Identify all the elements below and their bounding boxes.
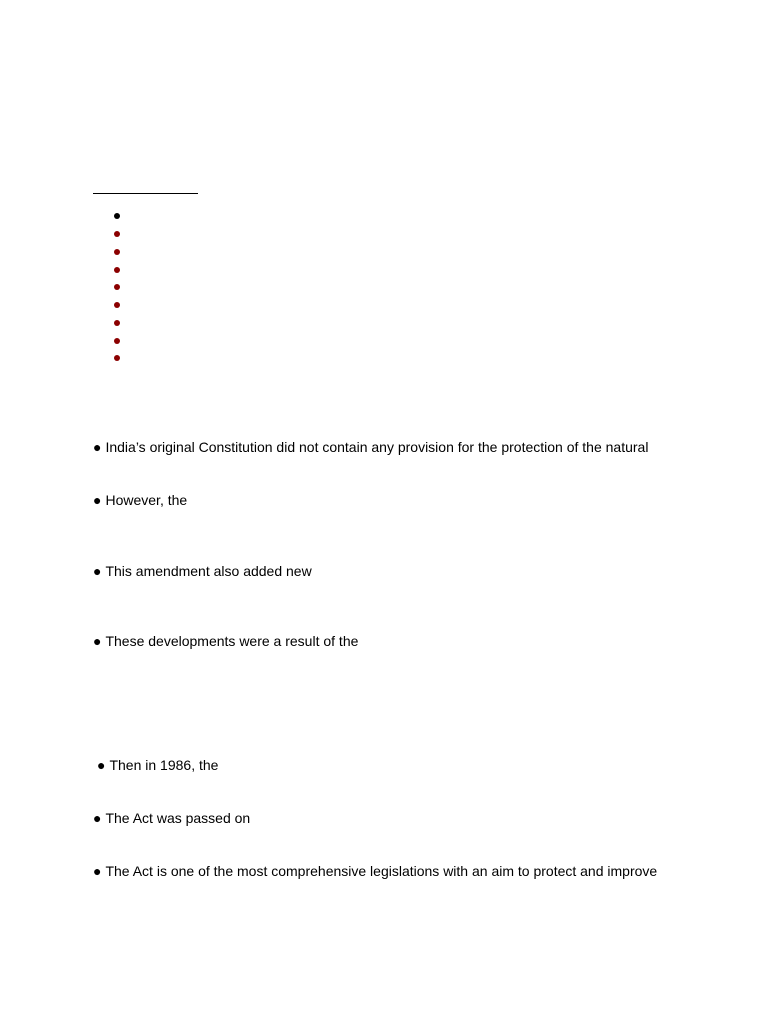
toc-item[interactable] [114,278,120,296]
paragraph-text: Then in 1986, the [109,757,219,773]
bullet-icon [114,213,120,219]
paragraph [93,862,657,880]
paragraph-text: India’s original Constitution did not contain any provision for the protection of the natural [105,439,649,455]
toc-item[interactable] [114,225,120,243]
paragraph [93,438,648,456]
toc-item[interactable] [114,314,120,332]
toc-item[interactable] [114,207,120,225]
paragraph [93,632,358,650]
table-of-contents [114,207,120,367]
bullet-glyph: ● [93,492,102,508]
bullet-glyph: ● [93,633,102,649]
section-heading-underline [93,193,198,194]
bullet-icon [114,355,120,361]
paragraph [93,809,250,827]
bullet-icon [114,320,120,326]
paragraph-text: The Act is one of the most comprehensive legislations with an aim to protect and improve [105,863,658,879]
bullet-glyph: ● [93,863,102,879]
bullet-glyph: ● [93,439,102,455]
paragraph-text: The Act was passed on [105,810,251,826]
bullet-icon [114,249,120,255]
bullet-glyph: ● [93,810,102,826]
bullet-icon [114,267,120,273]
paragraph-text: However, the [105,492,188,508]
bullet-glyph: ● [93,563,102,579]
paragraph [97,756,218,774]
paragraph-text: These developments were a result of the [105,633,359,649]
toc-item[interactable] [114,331,120,349]
paragraph-text: This amendment also added new [105,563,312,579]
paragraph [93,491,187,509]
toc-item[interactable] [114,349,120,367]
bullet-icon [114,284,120,290]
bullet-icon [114,231,120,237]
bullet-icon [114,338,120,344]
toc-item[interactable] [114,296,120,314]
paragraph [93,562,312,580]
toc-item[interactable] [114,243,120,261]
bullet-icon [114,302,120,308]
bullet-glyph: ● [97,757,106,773]
toc-item[interactable] [114,260,120,278]
